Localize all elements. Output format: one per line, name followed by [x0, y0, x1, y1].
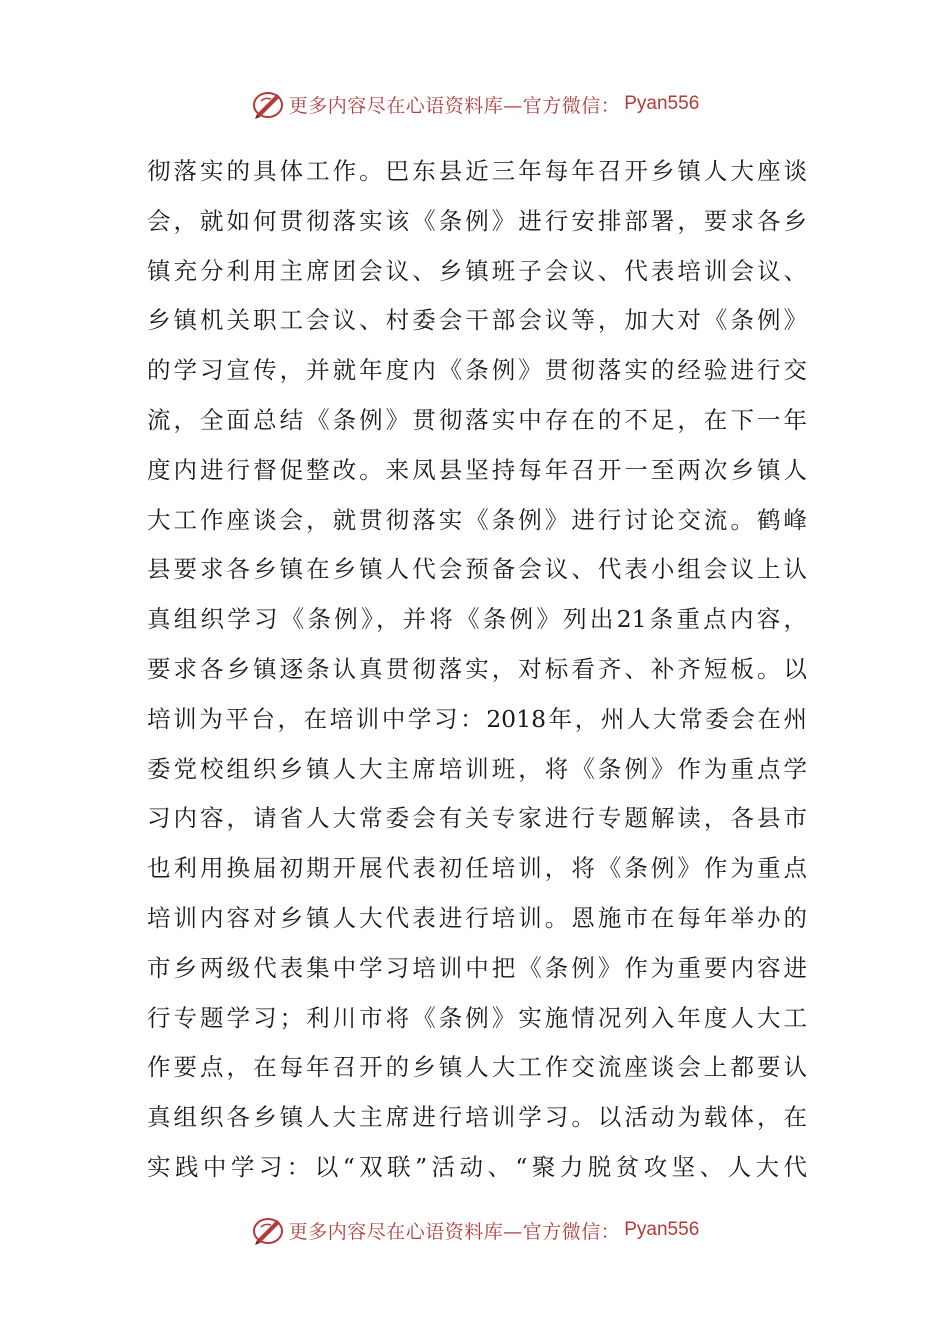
footer-wechat-id: Pyan556 — [624, 1219, 700, 1240]
paragraph-line: 大工作座谈会，就贯彻落实《条例》进行讨论交流。鹤峰 — [147, 505, 807, 534]
paragraph-line: 也利用换届初期开展代表初任培训，将《条例》作为重点 — [147, 854, 807, 883]
paragraph-line: 的学习宣传，并就年度内《条例》贯彻落实的经验进行交 — [147, 356, 807, 385]
paragraph-line: 乡镇机关职工会议、村委会干部会议等，加大对《条例》 — [147, 306, 807, 335]
header-banner-text: 更多内容尽在心语资料库—官方微信： — [288, 94, 621, 117]
document-body — [147, 147, 807, 1193]
paragraph-line: 度内进行督促整改。来凤县坚持每年召开一至两次乡镇人 — [147, 455, 807, 484]
paragraph-line: 真组织各乡镇人大主席进行培训学习。以活动为载体，在 — [147, 1103, 807, 1132]
paragraph-line: 彻落实的具体工作。巴东县近三年每年召开乡镇人大座谈 — [147, 157, 807, 185]
paragraph-line: 委党校组织乡镇人大主席培训班，将《条例》作为重点学 — [147, 754, 807, 783]
paragraph-line: 会，就如何贯彻落实该《条例》进行安排部署，要求各乡 — [147, 206, 807, 235]
paragraph-line: 市乡两级代表集中学习培训中把《条例》作为重要内容进 — [147, 953, 807, 982]
paragraph-line: 镇充分利用主席团会议、乡镇班子会议、代表培训会议、 — [147, 256, 807, 285]
paragraph-line: 培训为平台，在培训中学习：2018年，州人大常委会在州 — [147, 704, 807, 733]
header-banner-content — [251, 87, 700, 121]
paragraph-line: 要求各乡镇逐条认真贯彻落实，对标看齐、补齐短板。以 — [147, 654, 807, 683]
paragraph-line: 作要点，在每年召开的乡镇人大工作交流座谈会上都要认 — [147, 1053, 807, 1082]
pen-logo-icon — [251, 87, 285, 121]
footer-banner-text: 更多内容尽在心语资料库—官方微信： — [288, 1220, 621, 1243]
footer-banner — [0, 1210, 950, 1250]
header-wechat-id: Pyan556 — [624, 93, 700, 114]
paragraph-line: 真组织学习《条例》，并将《条例》列出21条重点内容， — [147, 605, 807, 634]
header-banner — [0, 84, 950, 124]
paragraph-line: 培训内容对乡镇人大代表进行培训。恩施市在每年举办的 — [147, 903, 807, 932]
paragraph-line: 习内容，请省人大常委会有关专家进行专题解读，各县市 — [147, 804, 807, 833]
paragraph-line: 实践中学习：以“双联”活动、“聚力脱贫攻坚、人大代 — [147, 1152, 807, 1181]
paragraph-line: 县要求各乡镇在乡镇人代会预备会议、代表小组会议上认 — [147, 555, 807, 584]
footer-banner-content — [251, 1213, 700, 1247]
pen-logo-icon — [251, 1213, 285, 1247]
paragraph-line: 流，全面总结《条例》贯彻落实中存在的不足，在下一年 — [147, 405, 807, 434]
paragraph-line: 行专题学习；利川市将《条例》实施情况列入年度人大工 — [147, 1003, 807, 1032]
